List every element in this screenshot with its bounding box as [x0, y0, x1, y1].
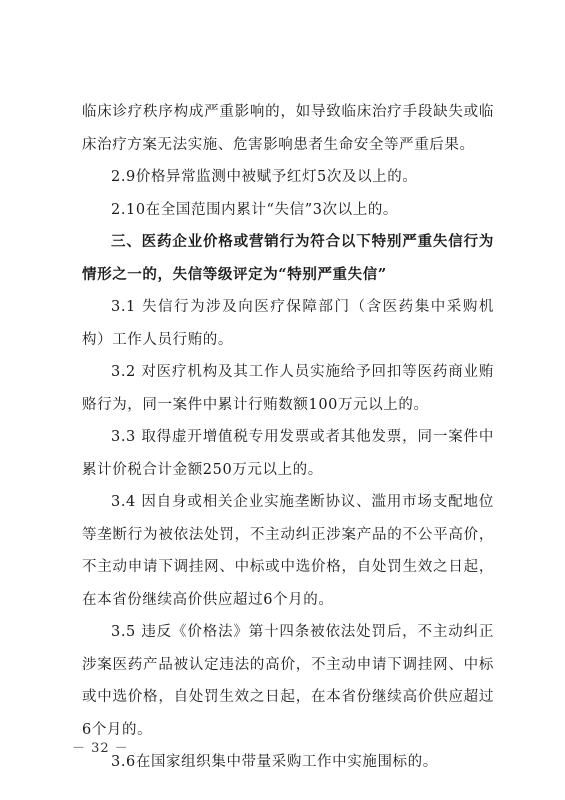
document-body: [82, 96, 494, 779]
paragraph-3-2: 3.2 对医疗机构及其工作人员实施给予回扣等医药商业贿赂行为，同一案件中累计行贿数额100万元以上的。: [82, 364, 494, 413]
paragraph-3-1: 3.1 失信行为涉及向医疗保障部门（含医药集中采购机构）工作人员行贿的。: [82, 299, 494, 348]
paragraph-3-3: 3.3 取得虚开增值税专用发票或者其他发票，同一案件中累计价税合计金额250万元以上的。: [82, 429, 494, 478]
paragraph-3-5: 3.5 违反《价格法》第十四条被依法处罚后，不主动纠正涉案医药产品被认定违法的高价，不主动申请下调挂网、中标或中选价格，自处罚生效之日起，在本省份继续高价供应超过6个月的。: [82, 624, 494, 738]
paragraph-3-6: 3.6在国家组织集中带量采购工作中实施围标的。: [111, 754, 438, 770]
section-heading-3: 三、医药企业价格或营销行为符合以下特别严重失信行为情形之一的，失信等级评定为“特别严重失信”: [82, 233, 494, 283]
paragraph-2-10: 2.10在全国范围内累计“失信”3次以上的。: [111, 201, 399, 218]
paragraph-3-4: 3.4 因自身或相关企业实施垄断协议、滥用市场支配地位等垄断行为被依法处罚，不主动纠正涉案产品的不公平高价，不主动申请下调挂网、中标或中选价格，自处罚生效之日起，在本省份继续高价供应超过6个月的。: [82, 494, 494, 608]
paragraph-continuation: 临床诊疗秩序构成严重影响的，如导致临床治疗手段缺失或临床治疗方案无法实施、危害影响患者生命安全等严重后果。: [82, 104, 494, 153]
page-number: － 32 －: [72, 741, 129, 756]
paragraph-2-9: 2.9价格异常监测中被赋予红灯5次及以上的。: [111, 169, 418, 185]
